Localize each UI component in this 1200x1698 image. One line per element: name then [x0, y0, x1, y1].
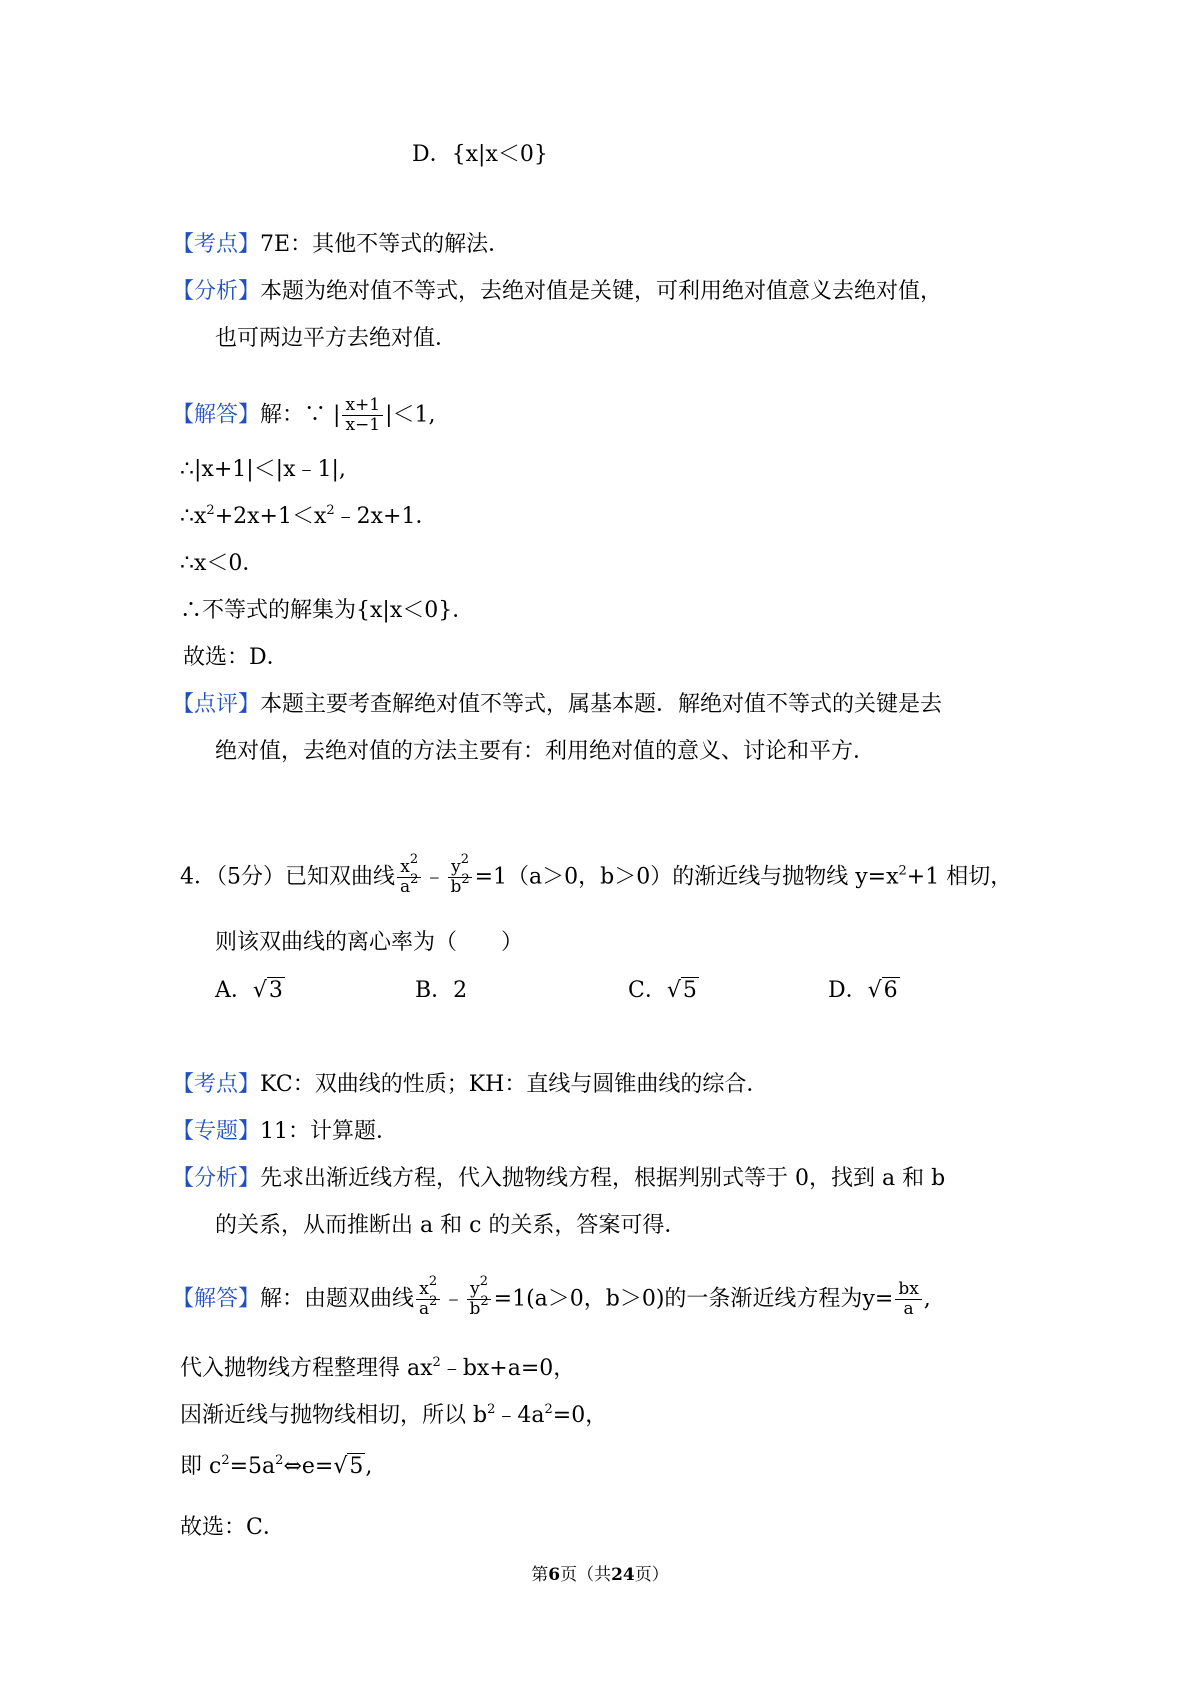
q4-choice: 故选：C．: [180, 1515, 285, 1540]
q3-jieda-suffix: |＜1,: [385, 402, 436, 428]
sqrt-icon: √6: [867, 978, 898, 1003]
footer-page: 6: [548, 1565, 561, 1585]
q3-step2: [180, 502, 438, 532]
q4-step2-c: =0，: [552, 1403, 608, 1428]
q4-step3-a: 即 c: [180, 1454, 222, 1479]
q4-step1: 代入抛物线方程整理得 $ax^2﹣bx+a=0$，: [180, 1355, 576, 1381]
q3-kaodian-tag: 【考点】: [172, 232, 261, 257]
q3-step3: ∴x＜0．: [180, 551, 265, 576]
q3-jieda-tag: 【解答】: [172, 402, 261, 428]
q4-zhuanti: [172, 1117, 398, 1147]
q4-fenxi-line1: 先求出渐近线方程，代入抛物线方程，根据判别式等于 0，找到 a 和 b: [260, 1166, 946, 1191]
footer-total: 24: [611, 1565, 635, 1585]
sqrt-icon: √5: [666, 978, 697, 1003]
q4-jieda: 【解答】解：由题双曲线 $\frac{x^2}{a^2}$ ﹣ $\frac{y^2}{b^2}$ =1(a＞0，b＞0)的一条渐近线方程为y= $\frac{bx}{a}$ ,: [172, 1274, 931, 1319]
q4-jieda-frac3: [895, 1280, 921, 1319]
q3-dianping-line2: 绝对值，去绝对值的方法主要有：利用绝对值的意义、讨论和平方．: [215, 739, 876, 764]
q4-jieda-frac1: $\frac{x^2}{a^2}$: [416, 1280, 440, 1319]
q4-stem-line2: 则该双曲线的离心率为（ ）: [215, 930, 524, 955]
q3-fraction: [342, 396, 383, 435]
q4-jieda-y: y=: [862, 1286, 894, 1312]
q4-jieda-prefix: 解：由题双曲线: [260, 1286, 415, 1312]
q4-step3-sqrt: 5: [349, 1454, 364, 1479]
footer-post: 页）: [634, 1565, 669, 1585]
q3-step2-sup2: 2: [326, 503, 335, 518]
q3-fenxi-line2: 也可两边平方去绝对值．: [215, 326, 458, 351]
q3-step2-c: ﹣2x+1．: [334, 504, 438, 529]
q4-option-c: [628, 976, 699, 1006]
q3-jieda: 【解答】解：∵ | $\frac{x+1}{x-1}$ |＜1,: [172, 395, 436, 435]
q4-zhuanti-text: 11：计算题．: [260, 1119, 399, 1144]
q3-step2-a: ∴x: [180, 504, 207, 529]
q4-fenxi-line2: 的关系，从而推断出 a 和 c 的关系，答案可得．: [215, 1213, 687, 1238]
page-footer: [0, 1560, 1200, 1585]
q4-stem-frac2-den: b: [450, 877, 462, 897]
q3-fenxi-tag: 【分析】: [172, 279, 261, 304]
prev-option-d: D．{x|x＜0}: [412, 142, 548, 167]
sqrt-icon: √3: [252, 978, 283, 1003]
q4-stem-prefix: 4．（5分）已知双曲线: [180, 864, 395, 890]
q4-option-c-label: C．: [628, 978, 667, 1003]
q3-step2-b: +2x+1＜x: [214, 504, 327, 529]
q4-option-a: [215, 976, 285, 1006]
q4-step3: 即 $c^2=5a^2\Leftrightarrow e=√5$,: [180, 1452, 372, 1482]
q4-stem-frac1-den: a: [400, 877, 411, 897]
q3-dianping-tag: 【点评】: [172, 692, 261, 717]
q4-fenxi: [172, 1164, 945, 1194]
q4-jieda-middle: =1(a＞0，b＞0)的一条渐近线方程为: [493, 1286, 863, 1312]
q3-dianping-line1: 本题主要考查解绝对值不等式，属基本题．解绝对值不等式的关键是去: [260, 692, 943, 717]
q4-option-c-value: 5: [682, 978, 697, 1003]
q4-option-a-label: A．: [215, 978, 253, 1003]
q3-step1: ∴|x+1|＜|x﹣1|,: [180, 457, 346, 482]
q3-step2-sup1: 2: [206, 503, 215, 518]
q3-choice: 故选：D．: [183, 645, 289, 670]
q4-jieda-frac3-den: a: [903, 1299, 914, 1319]
q4-step3-b: =5a: [229, 1454, 276, 1479]
q4-option-d: [828, 976, 900, 1006]
q4-kaodian: [172, 1070, 768, 1100]
q3-jieda-prefix: 解：∵: [260, 402, 327, 428]
q4-option-b: B．2: [415, 978, 468, 1003]
q3-kaodian: [172, 230, 510, 260]
q4-jieda-tag: 【解答】: [172, 1286, 261, 1312]
footer-mid: 页（共: [560, 1565, 612, 1585]
q4-option-d-label: D．: [828, 978, 868, 1003]
q4-fenxi-tag: 【分析】: [172, 1166, 261, 1191]
footer-pre: 第: [531, 1565, 549, 1585]
q3-fraction-num: x+1: [342, 396, 383, 416]
q4-jieda-frac3-num: bx: [895, 1280, 921, 1300]
q4-stem-middle: =1（a＞0，b＞0）的渐近线与抛物线 y=x: [474, 864, 899, 890]
q3-fenxi-line1: 本题为绝对值不等式，去绝对值是关键，可利用绝对值意义去绝对值，: [260, 279, 943, 304]
q4-stem: 4．（5分）已知双曲线 $\frac{x^2}{a^2}$ ﹣ $\frac{y^2}{b^2}$ =1（a＞0，b＞0）的渐近线与抛物线 $y=x^2+1$ 相切，: [180, 852, 1013, 897]
q4-stem-minus: ﹣: [423, 864, 446, 890]
q4-stem-frac1: $\frac{x^2}{a^2}$: [397, 858, 421, 897]
q4-stem-suffix: +1 相切，: [906, 864, 1013, 890]
q4-stem-frac2-num: y: [451, 857, 461, 877]
q4-step3-c: ⇔e=: [283, 1454, 334, 1479]
q4-step2: 因渐近线与抛物线相切，所以 $b^2﹣4a^2=0$，: [180, 1402, 608, 1428]
q3-step4: ∴不等式的解集为{x|x＜0}．: [180, 598, 475, 623]
q3-fenxi: [172, 277, 942, 307]
q4-jieda-frac2: $\frac{y^2}{b^2}$: [466, 1280, 491, 1319]
q3-dianping: [172, 690, 942, 720]
q4-kaodian-text: KC：双曲线的性质；KH：直线与圆锥曲线的综合．: [260, 1072, 769, 1097]
q4-step1-a: 代入抛物线方程整理得 ax: [180, 1356, 433, 1381]
q4-step1-b: ﹣bx+a=0，: [440, 1356, 576, 1381]
q3-kaodian-text: 7E：其他不等式的解法．: [260, 232, 511, 257]
q4-stem-frac2: $\frac{y^2}{b^2}$: [447, 858, 472, 897]
q4-zhuanti-tag: 【专题】: [172, 1119, 261, 1144]
q4-step2-b: ﹣4a: [495, 1403, 545, 1428]
q4-kaodian-tag: 【考点】: [172, 1072, 261, 1097]
q3-fraction-den: x−1: [345, 415, 381, 435]
q4-option-a-value: 3: [268, 978, 283, 1003]
q4-step2-a: 因渐近线与抛物线相切，所以 b: [180, 1403, 488, 1428]
q4-option-d-value: 6: [883, 978, 898, 1003]
q4-stem-frac1-num: x: [400, 857, 410, 877]
sqrt-icon: √5: [333, 1454, 364, 1479]
